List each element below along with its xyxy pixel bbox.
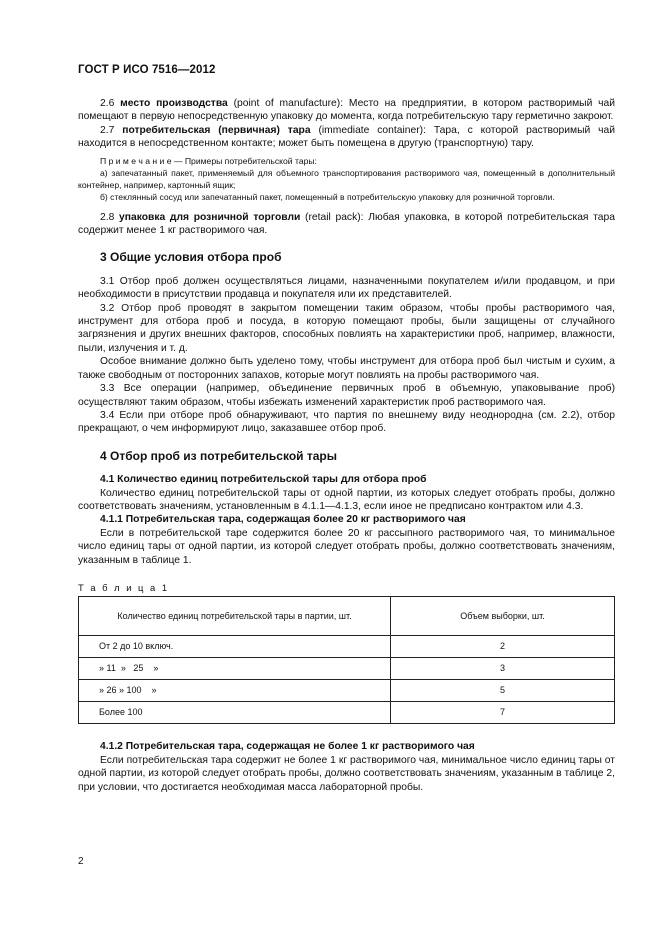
section-3-heading: 3 Общие условия отбора проб xyxy=(100,250,282,265)
table-cell: 3 xyxy=(391,658,615,680)
table-cell: От 2 до 10 включ. xyxy=(79,636,391,658)
subsection-4-1-2-heading: 4.1.2 Потребительская тара, содержащая не более 1 кг растворимого чая xyxy=(100,741,475,753)
definition-2-6 xyxy=(78,97,615,124)
page-content xyxy=(78,97,615,794)
definition-2-7 xyxy=(78,124,615,151)
definition-text: Любая упаковка, в которой потребительская тара содержит менее 1 кг растворимого чая. xyxy=(78,211,615,237)
clause-3-3: 3.3 Все операции (например, объединение первичных проб в объемную, упаковывание проб) осуществляют таким образом, чтобы избежать изменений характеристик проб растворимого чая. xyxy=(78,383,615,408)
clause-3-4: 3.4 Если при отборе проб обнаруживают, что партия по внешнему виду неоднородна (см. 2.2), отбор прекращают, о чем информируют лицо, заказавшее отбор проб. xyxy=(78,409,615,435)
table-header-row xyxy=(79,597,615,636)
term-english: (retail pack): xyxy=(305,211,364,223)
note-item-a: а) запечатанный пакет, применяемый для объемного транспортирования растворимого чая, помещенный в дополнительный контейнер, например, картонный ящик; xyxy=(78,167,615,190)
note-block xyxy=(78,155,615,203)
table-caption: Т а б л и ц а 1 xyxy=(78,581,170,593)
definition-2-8 xyxy=(78,211,615,238)
table-cell: 5 xyxy=(391,680,615,702)
term: место производства xyxy=(120,98,228,109)
section-4-heading: 4 Отбор проб из потребительской тары xyxy=(100,448,337,463)
clause-4-1-text: Количество единиц потребительской тары от одной партии, из которых следует отобрать пробы, должно соответствовать значениям, установленным в 4.1.1—4.1.3, если иное не предписано контрактом или 4.3. xyxy=(78,487,615,512)
table-col-header: Количество единиц потребительской тары в партии, шт. xyxy=(79,597,391,636)
term-english: (immediate container): xyxy=(318,124,426,136)
note-item-b: б) стеклянный сосуд или запечатанный пакет, помещенный в потребительскую упаковку для розничной торговли. xyxy=(100,191,555,202)
table-row xyxy=(79,680,615,702)
clause-number: 2.8 xyxy=(100,211,115,223)
standard-header: ГОСТ Р ИСО 7516—2012 xyxy=(78,64,216,76)
table-row xyxy=(79,702,615,724)
table-cell: » 11 » 25 » xyxy=(79,658,391,680)
document-page xyxy=(78,0,615,936)
table-col-header: Объем выборки, шт. xyxy=(391,597,615,636)
table-1 xyxy=(78,596,615,724)
table-cell: 2 xyxy=(391,636,615,658)
table-cell: Более 100 xyxy=(79,702,391,724)
table-row xyxy=(79,658,615,680)
clause-3-2-cont: Особое внимание должно быть уделено тому, чтобы инструмент для отбора проб был чистым и сухим, а также свободным от посторонних запахов, которые могут повлиять на пробы растворимого чая. xyxy=(78,356,615,381)
term: упаковка для розничной торговли xyxy=(119,211,301,223)
clause-3-1: 3.1 Отбор проб должен осуществляться лицами, назначенными покупателем и/или продавцом, и при необходимости в присутствии продавца и покупателя или их представителей. xyxy=(78,275,615,301)
term: потребительская (первичная) тара xyxy=(122,124,311,136)
clause-number: 2.7 xyxy=(100,124,115,136)
clause-number: 2.6 xyxy=(100,98,115,109)
clause-3-2: 3.2 Отбор проб проводят в закрытом помещении таким образом, чтобы пробы растворимого чая, инструмент для отбора проб и посуда, в которую помещают пробы, были защищены от случайного загрязнения и других внешних факторов, способных повлиять на характеристики проб, например, влажности, пыли, излучения и т. д. xyxy=(78,302,615,354)
table-row xyxy=(79,636,615,658)
table-cell: » 26 » 100 » xyxy=(79,680,391,702)
definition-text: Тара, с которой растворимый чай находится в непосредственном контакте; может быть помещена в другую (транспортную) тару. xyxy=(78,124,615,150)
subsection-4-1-1-heading: 4.1.1 Потребительская тара, содержащая более 20 кг растворимого чая xyxy=(100,514,466,526)
subsection-4-1-heading: 4.1 Количество единиц потребительской тары для отбора проб xyxy=(100,474,427,486)
clause-4-1-1-text: Если в потребительской таре содержится более 20 кг рассыпного растворимого чая, то минимальное число единиц тары от одной партии, из которой следует отобрать пробы, должно соответствовать значениям, указанным в таблице 1. xyxy=(78,527,615,566)
clause-4-1-2-text: Если потребительская тара содержит не более 1 кг растворимого чая, минимальное число единиц тары от одной партии, из которой следует отобрать пробы, должно соответствовать значениям, указанным в таблице 2, при условии, что достигается необходимая масса лабораторной пробы. xyxy=(78,754,615,793)
definition-text: Место на предприятии, в котором растворимый чай помещают в первую непосредственную упаковку до момента, когда потребительскую тару герметично закроют. xyxy=(78,98,615,123)
table-cell: 7 xyxy=(391,702,615,724)
page-number: 2 xyxy=(78,856,84,867)
term-english: (point of manufacture): xyxy=(233,98,344,109)
note-label: П р и м е ч а н и е — Примеры потребительской тары: xyxy=(100,155,317,166)
